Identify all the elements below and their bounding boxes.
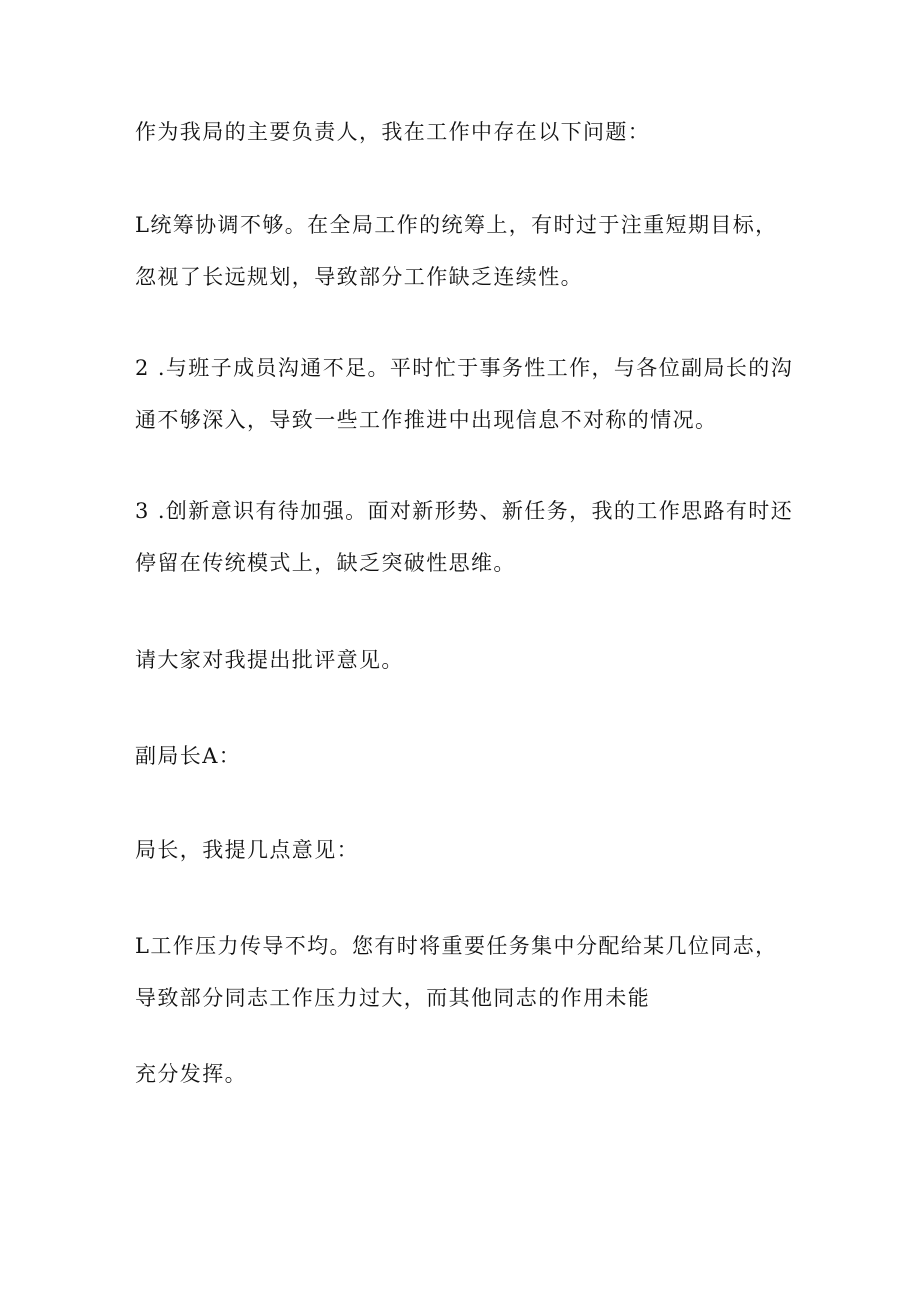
request-paragraph: 请大家对我提出批评意见。 <box>135 648 404 672</box>
issue-2-paragraph: 2 .与班子成员沟通不足。平时忙于事务性工作，与各位副局长的沟通不够深入，导致一些工作推进中出现信息不对称的情况。 <box>135 356 794 432</box>
intro-paragraph: 作为我局的主要负责人，我在工作中存在以下问题： <box>135 120 651 144</box>
issue-1-paragraph: L统筹协调不够。在全局工作的统筹上，有时过于注重短期目标，忽视了长远规划，导致部分工作缺乏连续性。 <box>135 213 778 289</box>
speaker-label: 副局长A： <box>135 744 242 768</box>
opinion-1-continuation: 充分发挥。 <box>135 1062 247 1086</box>
issue-3-paragraph: 3 .创新意识有待加强。面对新形势、新任务，我的工作思路有时还停留在传统模式上，缺乏突破性思维。 <box>135 499 794 575</box>
speaker-intro-paragraph: 局长，我提几点意见： <box>135 838 359 862</box>
opinion-1-paragraph: L工作压力传导不均。您有时将重要任务集中分配给某几位同志，导致部分同志工作压力过大，而其他同志的作用未能 <box>135 934 778 1010</box>
